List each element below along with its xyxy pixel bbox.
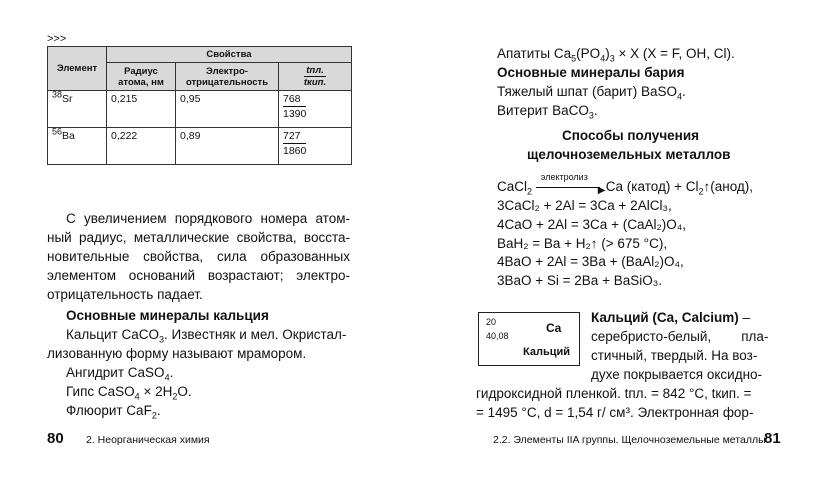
marble-line: лизованную форму называют мрамором. [47, 346, 307, 361]
equation-5: 4BaO + 2Al = 3Ba + (BaAl₂)O₄, [497, 254, 684, 269]
paragraph-line: ный радиус, металлические свойства, восста- [47, 230, 350, 245]
header-radius: Радиус атома, нм [107, 63, 176, 91]
barite-line: Тяжелый шпат (барит) BaSO$_4$. [497, 84, 686, 102]
element-symbol: Ca [546, 321, 562, 335]
apatite-line: Апатиты $Ca_5(PO_4)_3 \times X$ (X = F, OH, Cl). [497, 46, 735, 64]
barium-minerals-heading: Основные минералы бария [497, 65, 685, 80]
equation-1: CaCl$_2$ электролиз ▶ Ca (катод) + $Cl_2↑(анод)$, [497, 172, 754, 197]
equation-4: BaH₂ = Ba + H₂↑ (> 675 °C), [497, 236, 668, 251]
electrolysis-arrow: электролиз ▶ [536, 180, 606, 194]
paragraph-line: С увеличением порядкового номера атом- [66, 211, 350, 226]
equation-6: 3BaO + Si = 2Ba + BaSiO₃. [497, 273, 662, 288]
running-footer: 2. Неорганическая химия [86, 434, 210, 446]
calcium-minerals-heading: Основные минералы кальция [66, 308, 269, 323]
header-properties: Свойства [107, 47, 352, 63]
page-number: 81 [764, 430, 781, 447]
calcium-desc-line: серебристо-белый, пла- [591, 329, 769, 344]
table-row: $^{38}$Sr 0,215 0,95 $\frac{768}{1390}$ [48, 91, 352, 128]
header-electronegativity: Электро-отрицательность [176, 63, 279, 91]
witherite-line: Витерит BaCO$_3$. [497, 103, 598, 121]
methods-heading-2: щелочноземельных металлов [527, 147, 731, 162]
continued-marker: >>> [47, 33, 67, 45]
page-number: 80 [47, 430, 64, 447]
atomic-mass: 40,08 [486, 331, 509, 341]
gypsum-line: Гипс CaSO$_4$ × $2H_2O$. [66, 384, 192, 402]
fluorite-line: Флюорит CaF$_2$. [66, 403, 161, 421]
paragraph-line: новительные свойства, сила образованных [47, 249, 350, 264]
calcium-title-line: Кальций (Ca, Calcium) – [591, 310, 750, 325]
paragraph-line: элементом оснований возрастают; электро- [47, 268, 350, 283]
properties-table [47, 46, 352, 165]
atomic-number: 20 [486, 317, 497, 327]
calcium-desc-line: гидроксидной пленкой. tпл. = 842 °C, tкип. = [476, 386, 752, 401]
anhydrite-line: Ангидрит CaSO$_4$. [66, 365, 174, 383]
table-row: $^{56}$Ba 0,222 0,89 $\frac{727}{1860}$ [48, 128, 352, 165]
equation-3: 4CaO + 2Al = 3Ca + (CaAl₂)O₄, [497, 217, 686, 232]
paragraph-line: отрицательность падает. [47, 287, 203, 302]
methods-heading-1: Способы получения [562, 128, 699, 143]
calcium-desc-line: = 1495 °C, d = 1,54 г/ см³. Электронная фор- [476, 405, 754, 420]
running-footer: 2.2. Элементы IIA группы. Щелочноземельные металлы [493, 434, 766, 446]
element-box-calcium [478, 312, 580, 366]
element-name: Кальций [523, 346, 571, 358]
calcium-desc-line: духе покрывается оксидно- [591, 367, 763, 382]
equation-2: 3CaCl₂ + 2Al = 3Ca + 2AlCl₃, [497, 198, 672, 213]
header-temperatures: $\frac{\text{tпл.}}{\text{tкип.}}$ [279, 63, 352, 91]
header-element: Элемент [48, 47, 107, 91]
calcite-line: Кальцит CaCO$_3$. Известняк и мел. Окристал- [66, 327, 347, 345]
calcium-desc-line: стичный, твердый. На воз- [591, 348, 758, 363]
